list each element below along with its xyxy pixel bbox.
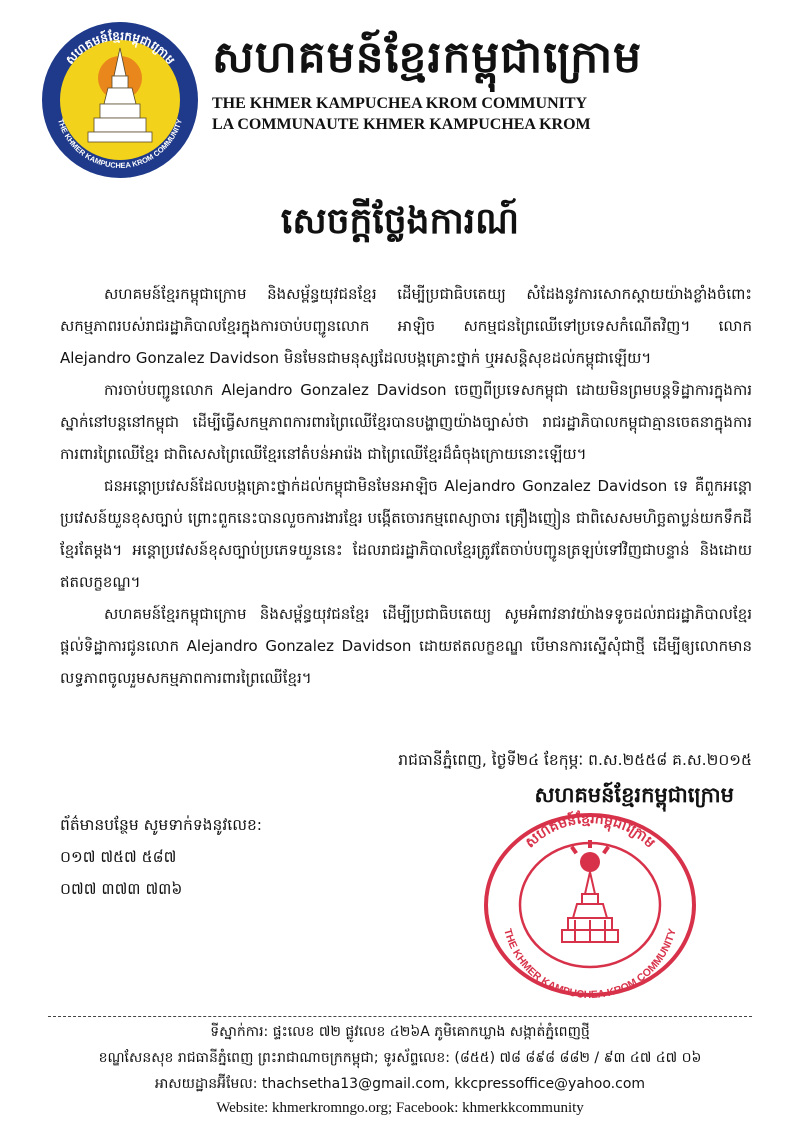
seal-temple-icon xyxy=(562,872,618,942)
org-name-khmer: សហគមន៍ខ្មែរកម្ពុជាក្រោម xyxy=(212,32,643,83)
statement-body xyxy=(60,278,752,694)
footer-email-line: អាសយដ្ឋានអ៊ីមែល: thachsetha13@gmail.com, kkcpressoffice@yahoo.com xyxy=(154,1076,646,1092)
org-name-english: THE KHMER KAMPUCHEA KROM COMMUNITY xyxy=(212,95,588,112)
community-logo xyxy=(40,20,200,180)
official-seal xyxy=(480,810,700,1000)
phone-number: ០១៧ ៧៥៧ ៥៨៧ xyxy=(60,848,177,866)
footer-address-phone-line: ខណ្ឌសែនសុខ រាជធានីភ្នំពេញ ព្រះរាជាណាចក្រកម្ពុជា; ទូរស័ព្ទលេខ: (៨៥៥) ៧៨ ៨៩៨ ៨៨២ / ៩៣ ៤៧ ៤៧ ០៦ xyxy=(98,1050,702,1066)
document-title: សេចក្តីថ្លែងការណ៍ xyxy=(280,201,520,242)
paragraph: សហគមន៍ខ្មែរកម្ពុជាក្រោម និងសម្ព័ន្ធយុវជនខ្មែរ ដើម្បីប្រជាធិបតេយ្យ សូមអំពាវនាវយ៉ាងទទូចដល់រាជរដ្ឋាភិបាលខ្មែរ ផ្តល់ទិដ្ឋាការជូនលោក Alejandro Gonzalez Davidson ដោយឥតលក្ខខណ្ឌ បើមានការស្នើសុំជាថ្មី ដើម្បីឲ្យលោកមានលទ្ធភាពចូលរួមសកម្មភាពការពារព្រៃឈើខ្មែរ។ xyxy=(60,605,752,687)
org-name-french: LA COMMUNAUTE KHMER KAMPUCHEA KROM xyxy=(212,116,591,133)
seal-bottom-text: THE KHMER KAMPUCHEA KROM COMMUNITY xyxy=(501,927,679,1000)
seal-top-text: សហគមន៍ខ្មែរកម្ពុជាក្រោម xyxy=(522,810,658,852)
contact-label: ព័ត៌មានបន្ថែម សូមទាក់ទងនូវលេខ: xyxy=(60,816,263,834)
paragraph: សហគមន៍ខ្មែរកម្ពុជាក្រោម និងសម្ព័ន្ធយុវជនខ្មែរ ដើម្បីប្រជាធិបតេយ្យ សំដែងនូវការសោកស្តាយយ៉ាងខ្លាំងចំពោះសកម្មភាពរបស់រាជរដ្ឋាភិបាលខ្មែរក្នុងការចាប់បញ្ជូនលោក អាឡិច សកម្មជនព្រៃឈើទៅប្រទេសកំណើតវិញ។ លោក Alejandro Gonzalez Davidson មិនមែនជាមនុស្សដែលបង្កគ្រោះថ្នាក់ ឬអសន្តិសុខដល់កម្ពុជាឡើយ។ xyxy=(60,285,752,367)
phone-number: ០៧៧ ៣៧៣ ៧៣៦ xyxy=(60,880,183,898)
signature-org-name: សហគមន៍ខ្មែរកម្ពុជាក្រោម xyxy=(534,783,734,807)
paragraph: ជនអន្តោប្រវេសន៍ដែលបង្កគ្រោះថ្នាក់ដល់កម្ពុជាមិនមែនអាឡិច Alejandro Gonzalez Davidson ទេ គឺពួកអន្តោប្រវេសន៍យួនខុសច្បាប់ ព្រោះពួកនេះបានលួចការងារខ្មែរ បង្កើតចោរកម្មពេស្យាចារ គ្រឿងញៀន ជាពិសេសមហិច្ឆតាប្លន់យកទឹកដីខ្មែរតែម្តង។ អន្តោប្រវេសន៍ខុសច្បាប់ប្រភេទយួននេះ ដែលរាជរដ្ឋាភិបាលខ្មែរត្រូវតែចាប់បញ្ជូនត្រឡប់ទៅវិញជាបន្ទាន់ និងដោយឥតលក្ខខណ្ឌ។ xyxy=(60,477,752,591)
footer-address-line: ទីស្នាក់ការ: ផ្ទះលេខ ៧២ ផ្លូវលេខ ៤២៦A ភូមិគោកឃ្លាង សង្កាត់ភ្នំពេញថ្មី xyxy=(210,1024,590,1040)
footer-divider xyxy=(48,1016,752,1017)
logo-top-text: សហគមន៍ខ្មែរកម្ពុជាក្រោម xyxy=(62,28,178,68)
date-line: រាជធានីភ្នំពេញ, ថ្ងៃទី២៤ ខែកុម្ភៈ ព.ស.២៥៥៨ គ.ស.២០១៥ xyxy=(398,751,752,769)
logo-bottom-text: THE KHMER KAMPUCHEA KROM COMMUNITY xyxy=(56,117,184,171)
footer-web-line: Website: khmerkromngo.org; Facebook: khmerkkcommunity xyxy=(216,1100,584,1116)
paragraph: ការចាប់បញ្ជូនលោក Alejandro Gonzalez Davidson ចេញពីប្រទេសកម្ពុជា ដោយមិនព្រមបន្តទិដ្ឋាការក្នុងការស្នាក់នៅបន្តនៅកម្ពុជា ដើម្បីធ្វើសកម្មភាពការពារព្រៃឈើខ្មែរបានបង្ហាញយ៉ាងច្បាស់ថា រាជរដ្ឋាភិបាលកម្ពុជាគ្មានចេតនាក្នុងការការពារព្រៃឈើខ្មែរ ជាពិសេសព្រៃឈើខ្មែរនៅតំបន់អារ៉េង ជាព្រៃឈើខ្មែរដ៏ធំចុងក្រោយនោះឡើយ។ xyxy=(60,381,752,463)
